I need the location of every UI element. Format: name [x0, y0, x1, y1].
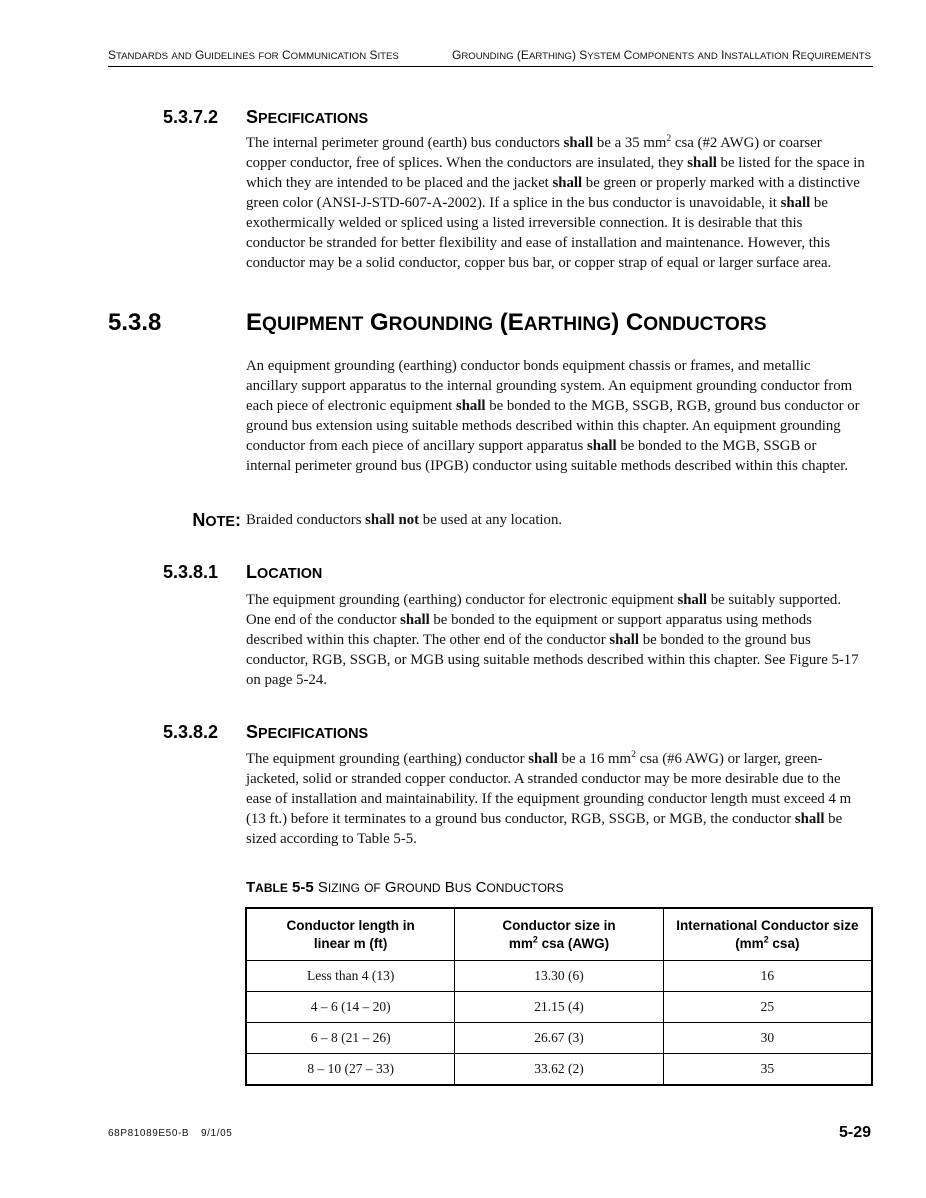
section-number: 5.3.8.2	[163, 722, 219, 742]
table-caption-title: SIZING OF GROUND BUS CONDUCTORS	[317, 879, 564, 896]
text-run: be	[810, 195, 828, 211]
superscript: 2	[532, 934, 538, 944]
text-run: be suitably supported.	[707, 592, 842, 608]
emphasis-term: shall	[780, 195, 811, 211]
text-run: copper conductor, free of splices. When the conductors are insulated, they	[246, 155, 688, 171]
text-run: be bonded to the ground bus	[639, 632, 811, 648]
small-caps-run: US	[454, 881, 472, 895]
text-run: linear m (ft)	[313, 935, 388, 951]
section-title: SPECIFICATIONS	[246, 722, 369, 742]
text-run: Conductor length in	[286, 917, 415, 933]
text-line	[246, 396, 860, 416]
text-run: exothermically welded or spliced using a listed irreversible connection. It is desirable that this	[246, 215, 803, 231]
text-line	[246, 193, 865, 213]
running-header-left: STANDARDS AND GUIDELINES FOR COMMUNICATION SITES	[108, 48, 399, 62]
section-body	[246, 590, 859, 690]
small-caps-run: OCATION	[257, 566, 323, 582]
small-caps-run: OMMUNICATION	[290, 51, 367, 62]
text-run: conductor, RGB, SSGB, or MGB using suitable methods described within this chapter. See Figure 5-17	[246, 652, 859, 668]
small-caps-run: OTE	[205, 514, 235, 530]
conductor-sizing-table	[245, 907, 873, 1086]
text-line	[509, 935, 609, 953]
text-line	[246, 436, 860, 456]
text-run: ease of installation and maintainability. If the equipment grounding conductor length must exceed 4 m	[246, 791, 852, 807]
text-run: be bonded to the MGB, SSGB or	[616, 438, 817, 454]
emphasis-term: shall	[455, 398, 486, 414]
small-caps-run: OF	[364, 881, 381, 895]
small-caps-run: ONDUCTORS	[643, 314, 767, 335]
text-run: be bonded to the MGB, SSGB, RGB, ground bus conductor or	[485, 398, 860, 414]
table-cell-size-awg: 26.67 (3)	[454, 1023, 662, 1053]
text-run: be bonded to the equipment or support apparatus using methods	[429, 612, 812, 628]
table-cell-international-size: 16	[663, 961, 871, 991]
section-body	[246, 133, 865, 273]
small-caps-run: ARTHING	[528, 51, 572, 62]
small-caps-run: ABLE	[255, 881, 288, 895]
text-line	[246, 670, 859, 690]
text-run: green color (ANSI-J-STD-607-A-2002). If a splice in the bus conductor is unavoidable, it	[246, 195, 781, 211]
text-line	[246, 356, 860, 376]
small-caps-run: ROUND	[396, 881, 441, 895]
text-run: described within this chapter. The other end of the conductor	[246, 632, 610, 648]
small-caps-run: QUIPMENT	[262, 314, 364, 335]
text-run: (13 ft.) before it terminates to a ground bus conductor, RGB, SSGB, or MGB, the conductor	[246, 811, 795, 827]
text-line	[287, 917, 415, 935]
header-rule	[108, 66, 873, 67]
text-line	[246, 809, 851, 829]
small-caps-run: ITES	[377, 51, 399, 62]
text-line	[246, 233, 865, 253]
superscript: 2	[666, 133, 672, 145]
page-number: 5-29	[838, 1124, 871, 1141]
text-run: on page 5-24.	[246, 672, 327, 688]
column-header-length	[247, 909, 454, 960]
text-run: csa (AWG)	[537, 935, 610, 951]
text-run: mm	[508, 935, 533, 951]
emphasis-term: shall	[677, 592, 708, 608]
emphasis-term: shall	[794, 811, 825, 827]
text-run: internal perimeter ground bus (IPGB) conductor using suitable methods described within this chapter.	[246, 458, 849, 474]
note-text	[246, 510, 562, 530]
text-run: be a 35 mm	[593, 135, 667, 151]
superscript: 2	[763, 934, 769, 944]
small-caps-run: UIDELINES	[204, 51, 256, 62]
text-line	[246, 769, 851, 789]
text-line	[314, 935, 388, 953]
small-caps-run: PECIFICATIONS	[258, 726, 369, 742]
text-line	[246, 133, 865, 153]
text-line	[246, 829, 851, 849]
text-run: International Conductor size	[676, 917, 859, 933]
running-header-right: GROUNDING (EARTHING) SYSTEM COMPONENTS AND INSTALLATION REQUIREMENTS	[452, 48, 871, 62]
text-line	[246, 213, 865, 233]
text-run: An equipment grounding (earthing) conductor bonds equipment chassis or frames, and metallic	[246, 358, 811, 374]
text-run: be	[824, 811, 843, 827]
text-run: ancillary support apparatus to the internal grounding system. An equipment grounding conductor from	[246, 378, 853, 394]
small-caps-run: NSTALLATION	[724, 51, 789, 62]
emphasis-term: shall	[552, 175, 583, 191]
emphasis-term: shall not	[365, 512, 420, 528]
small-caps-run: ROUNDING	[388, 314, 494, 335]
text-run: The internal perimeter ground (earth) bus conductors	[246, 135, 564, 151]
column-header-international-size	[663, 909, 871, 960]
section-number: 5.3.7.2	[163, 107, 219, 127]
emphasis-term: shall	[528, 751, 558, 767]
text-line	[246, 650, 859, 670]
table-row	[247, 1053, 871, 1084]
text-run: be green or properly marked with a distinctive	[582, 175, 860, 191]
section-title: LOCATION	[246, 562, 323, 582]
footer-date: 9/1/05	[201, 1128, 233, 1139]
table-cell-length: 6 – 8 (21 – 26)	[310, 1030, 391, 1045]
text-run: csa (#2 AWG) or coarser	[671, 135, 822, 151]
table-cell-size-awg: 13.30 (6)	[454, 961, 662, 991]
text-run: One end of the conductor	[246, 612, 401, 628]
text-line	[246, 510, 562, 530]
small-caps-run: OMPONENTS	[632, 51, 695, 62]
table-cell-size-awg: 21.15 (4)	[454, 992, 662, 1022]
emphasis-term: shall	[687, 155, 717, 171]
table-row	[247, 960, 871, 991]
text-run: be used at any location.	[419, 512, 563, 528]
small-caps-run: ROUNDING	[461, 51, 514, 62]
small-caps-run: ONDUCTORS	[486, 881, 564, 895]
section-title: SPECIFICATIONS	[246, 107, 369, 127]
small-caps-run: IZING	[327, 881, 360, 895]
text-line	[246, 610, 859, 630]
text-line	[246, 376, 860, 396]
emphasis-term: shall	[400, 612, 430, 628]
small-caps-run: EQUIREMENTS	[800, 51, 871, 62]
text-run: ground bus extension using suitable methods described within this chapter. An equipment grounding	[246, 418, 841, 434]
note-label: NOTE:	[192, 510, 241, 530]
section-number: 5.3.8.1	[163, 562, 219, 582]
text-run: be a 16 mm	[557, 751, 632, 767]
text-line	[246, 253, 865, 273]
text-line	[246, 630, 859, 650]
small-caps-run: FOR	[258, 51, 279, 62]
table-cell-size-awg: 33.62 (2)	[454, 1054, 662, 1084]
text-run: conductor from each piece of ancillary support apparatus	[246, 438, 588, 454]
text-line	[246, 153, 865, 173]
text-run: csa (#6 AWG) or larger, green-	[635, 751, 823, 767]
text-run: conductor may be a solid conductor, copper bus bar, or copper strap of equal or larger surface area.	[246, 255, 832, 271]
text-run: sized according to Table 5-5.	[246, 831, 417, 847]
table-row	[247, 991, 871, 1022]
table-caption-label: TABLE 5-5	[246, 879, 314, 896]
small-caps-run: YSTEM	[587, 51, 621, 62]
small-caps-run: TANDARDS	[116, 51, 169, 62]
text-run: be listed for the space in	[716, 155, 865, 171]
text-run: (mm	[735, 935, 764, 951]
text-line	[246, 590, 859, 610]
emphasis-term: shall	[563, 135, 594, 151]
text-run: each piece of electronic equipment	[246, 398, 456, 414]
table-cell-international-size: 35	[663, 1054, 871, 1084]
text-run: The equipment grounding (earthing) conductor	[246, 751, 529, 767]
section-number: 5.3.8	[108, 309, 162, 336]
text-line	[246, 173, 865, 193]
superscript: 2	[631, 749, 636, 761]
section-body	[246, 749, 851, 849]
table-cell-length: 4 – 6 (14 – 20)	[310, 999, 391, 1014]
small-caps-run: ARTHING	[523, 314, 612, 335]
text-run: jacketed, solid or stranded copper conductor. A stranded conductor may be more desirable due to the	[246, 771, 841, 787]
section-body	[246, 356, 860, 476]
text-line	[246, 456, 860, 476]
small-caps-run: AND	[171, 51, 192, 62]
text-run: Braided conductors	[246, 512, 366, 528]
text-run: The equipment grounding (earthing) conductor for electronic equipment	[246, 592, 678, 608]
text-run: conductor be stranded for better flexibility and ease of installation and maintenance. However, this	[246, 235, 831, 251]
emphasis-term: shall	[587, 438, 617, 454]
table-cell-length: Less than 4 (13)	[306, 968, 395, 983]
small-caps-run: PECIFICATIONS	[258, 111, 369, 127]
text-run: which they are intended to be placed and the jacket	[246, 175, 553, 191]
text-line	[246, 416, 860, 436]
text-line	[246, 789, 851, 809]
table-row	[247, 1022, 871, 1053]
text-run: Conductor size in	[502, 917, 616, 933]
table-cell-international-size: 25	[663, 992, 871, 1022]
text-run: csa)	[768, 935, 800, 951]
footer-document-number: 68P81089E50-B	[108, 1128, 190, 1139]
column-header-size-awg	[454, 909, 662, 960]
text-line	[735, 935, 799, 953]
table-caption	[246, 878, 564, 898]
table-cell-length: 8 – 10 (27 – 33)	[307, 1061, 394, 1076]
text-line	[246, 749, 851, 769]
text-line	[502, 917, 615, 935]
section-title: EQUIPMENT GROUNDING (EARTHING) CONDUCTORS	[246, 309, 767, 336]
text-line	[676, 917, 858, 935]
table-cell-international-size: 30	[663, 1023, 871, 1053]
emphasis-term: shall	[609, 632, 639, 648]
table-header-row	[247, 909, 871, 960]
small-caps-run: AND	[697, 51, 718, 62]
